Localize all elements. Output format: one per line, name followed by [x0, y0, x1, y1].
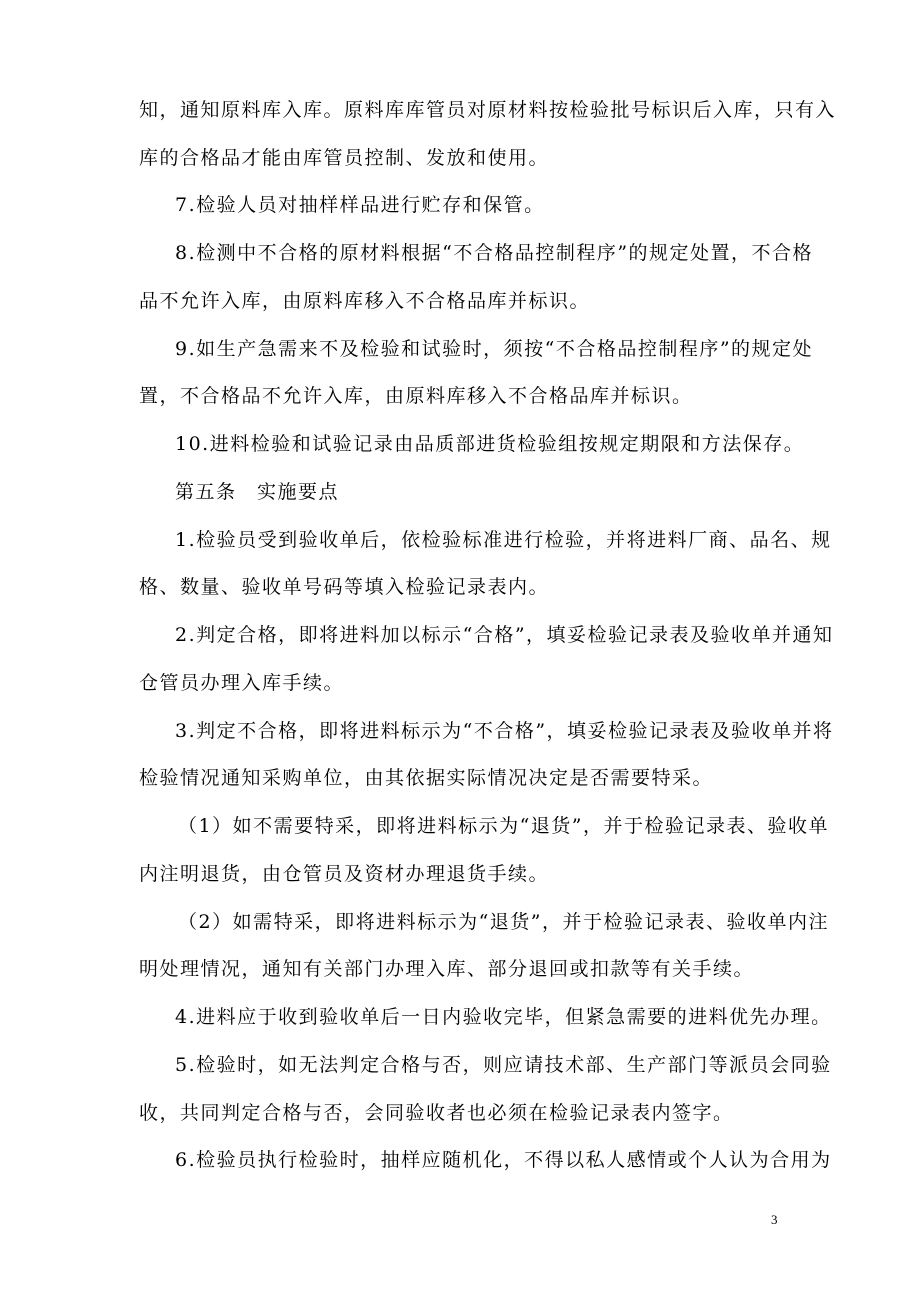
list-item-8: 8.检测中不合格的原材料根据“不合格品控制程序”的规定处置，不合格: [175, 242, 814, 264]
page-number: 3: [771, 1212, 778, 1227]
list-item-7: 7.检验人员对抽样样品进行贮存和保管。: [175, 194, 545, 216]
list-item-10: 10.进料检验和试验记录由品质部进货检验组按规定期限和方法保存。: [175, 433, 805, 455]
text-line: 仓管员办理入库手续。: [139, 672, 345, 694]
text-line: 格、数量、验收单号码等填入检验记录表内。: [139, 576, 550, 598]
text-line: 收，共同判定合格与否，会同验收者也必须在检验记录表内签字。: [139, 1102, 734, 1124]
text-line: 置，不合格品不允许入库，由原料库移入不合格品库并标识。: [139, 385, 693, 407]
list-item-9: 9.如生产急需来不及检验和试验时，须按“不合格品控制程序”的规定处: [175, 338, 814, 360]
list-item-6: 6.检验员执行检验时，抽样应随机化，不得以私人感情或个人认为合用为: [175, 1149, 832, 1171]
list-item-2: 2.判定合格，即将进料加以标示“合格”，填妥检验记录表及验收单并通知: [175, 624, 834, 646]
text-line: 内注明退货，由仓管员及资材办理退货手续。: [139, 863, 550, 885]
section-heading: 第五条 实施要点: [175, 481, 340, 503]
list-item-4: 4.进料应于收到验收单后一日内验收完毕，但紧急需要的进料优先办理。: [175, 1006, 832, 1028]
list-item-5: 5.检验时，如无法判定合格与否，则应请技术部、生产部门等派员会同验: [175, 1054, 832, 1076]
sub-item-2: （2）如需特采，即将进料标示为“退货”，并于检验记录表、验收单内注: [178, 911, 830, 933]
list-item-1: 1.检验员受到验收单后，依检验标准进行检验，并将进料厂商、品名、规: [175, 529, 832, 551]
text-line: 检验情况通知采购单位，由其依据实际情况决定是否需要特采。: [139, 767, 714, 789]
list-item-3: 3.判定不合格，即将进料标示为“不合格”，填妥检验记录表及验收单并将: [175, 720, 834, 742]
text-line: 品不允许入库，由原料库移入不合格品库并标识。: [139, 290, 591, 312]
text-line: 库的合格品才能由库管员控制、发放和使用。: [139, 147, 550, 169]
sub-item-1: （1）如不需要特采，即将进料标示为“退货”，并于检验记录表、验收单: [178, 815, 830, 837]
text-line: 明处理情况，通知有关部门办理入库、部分退回或扣款等有关手续。: [139, 958, 755, 980]
text-line: 知，通知原料库入库。原料库库管员对原材料按检验批号标识后入库，只有入: [139, 99, 837, 121]
